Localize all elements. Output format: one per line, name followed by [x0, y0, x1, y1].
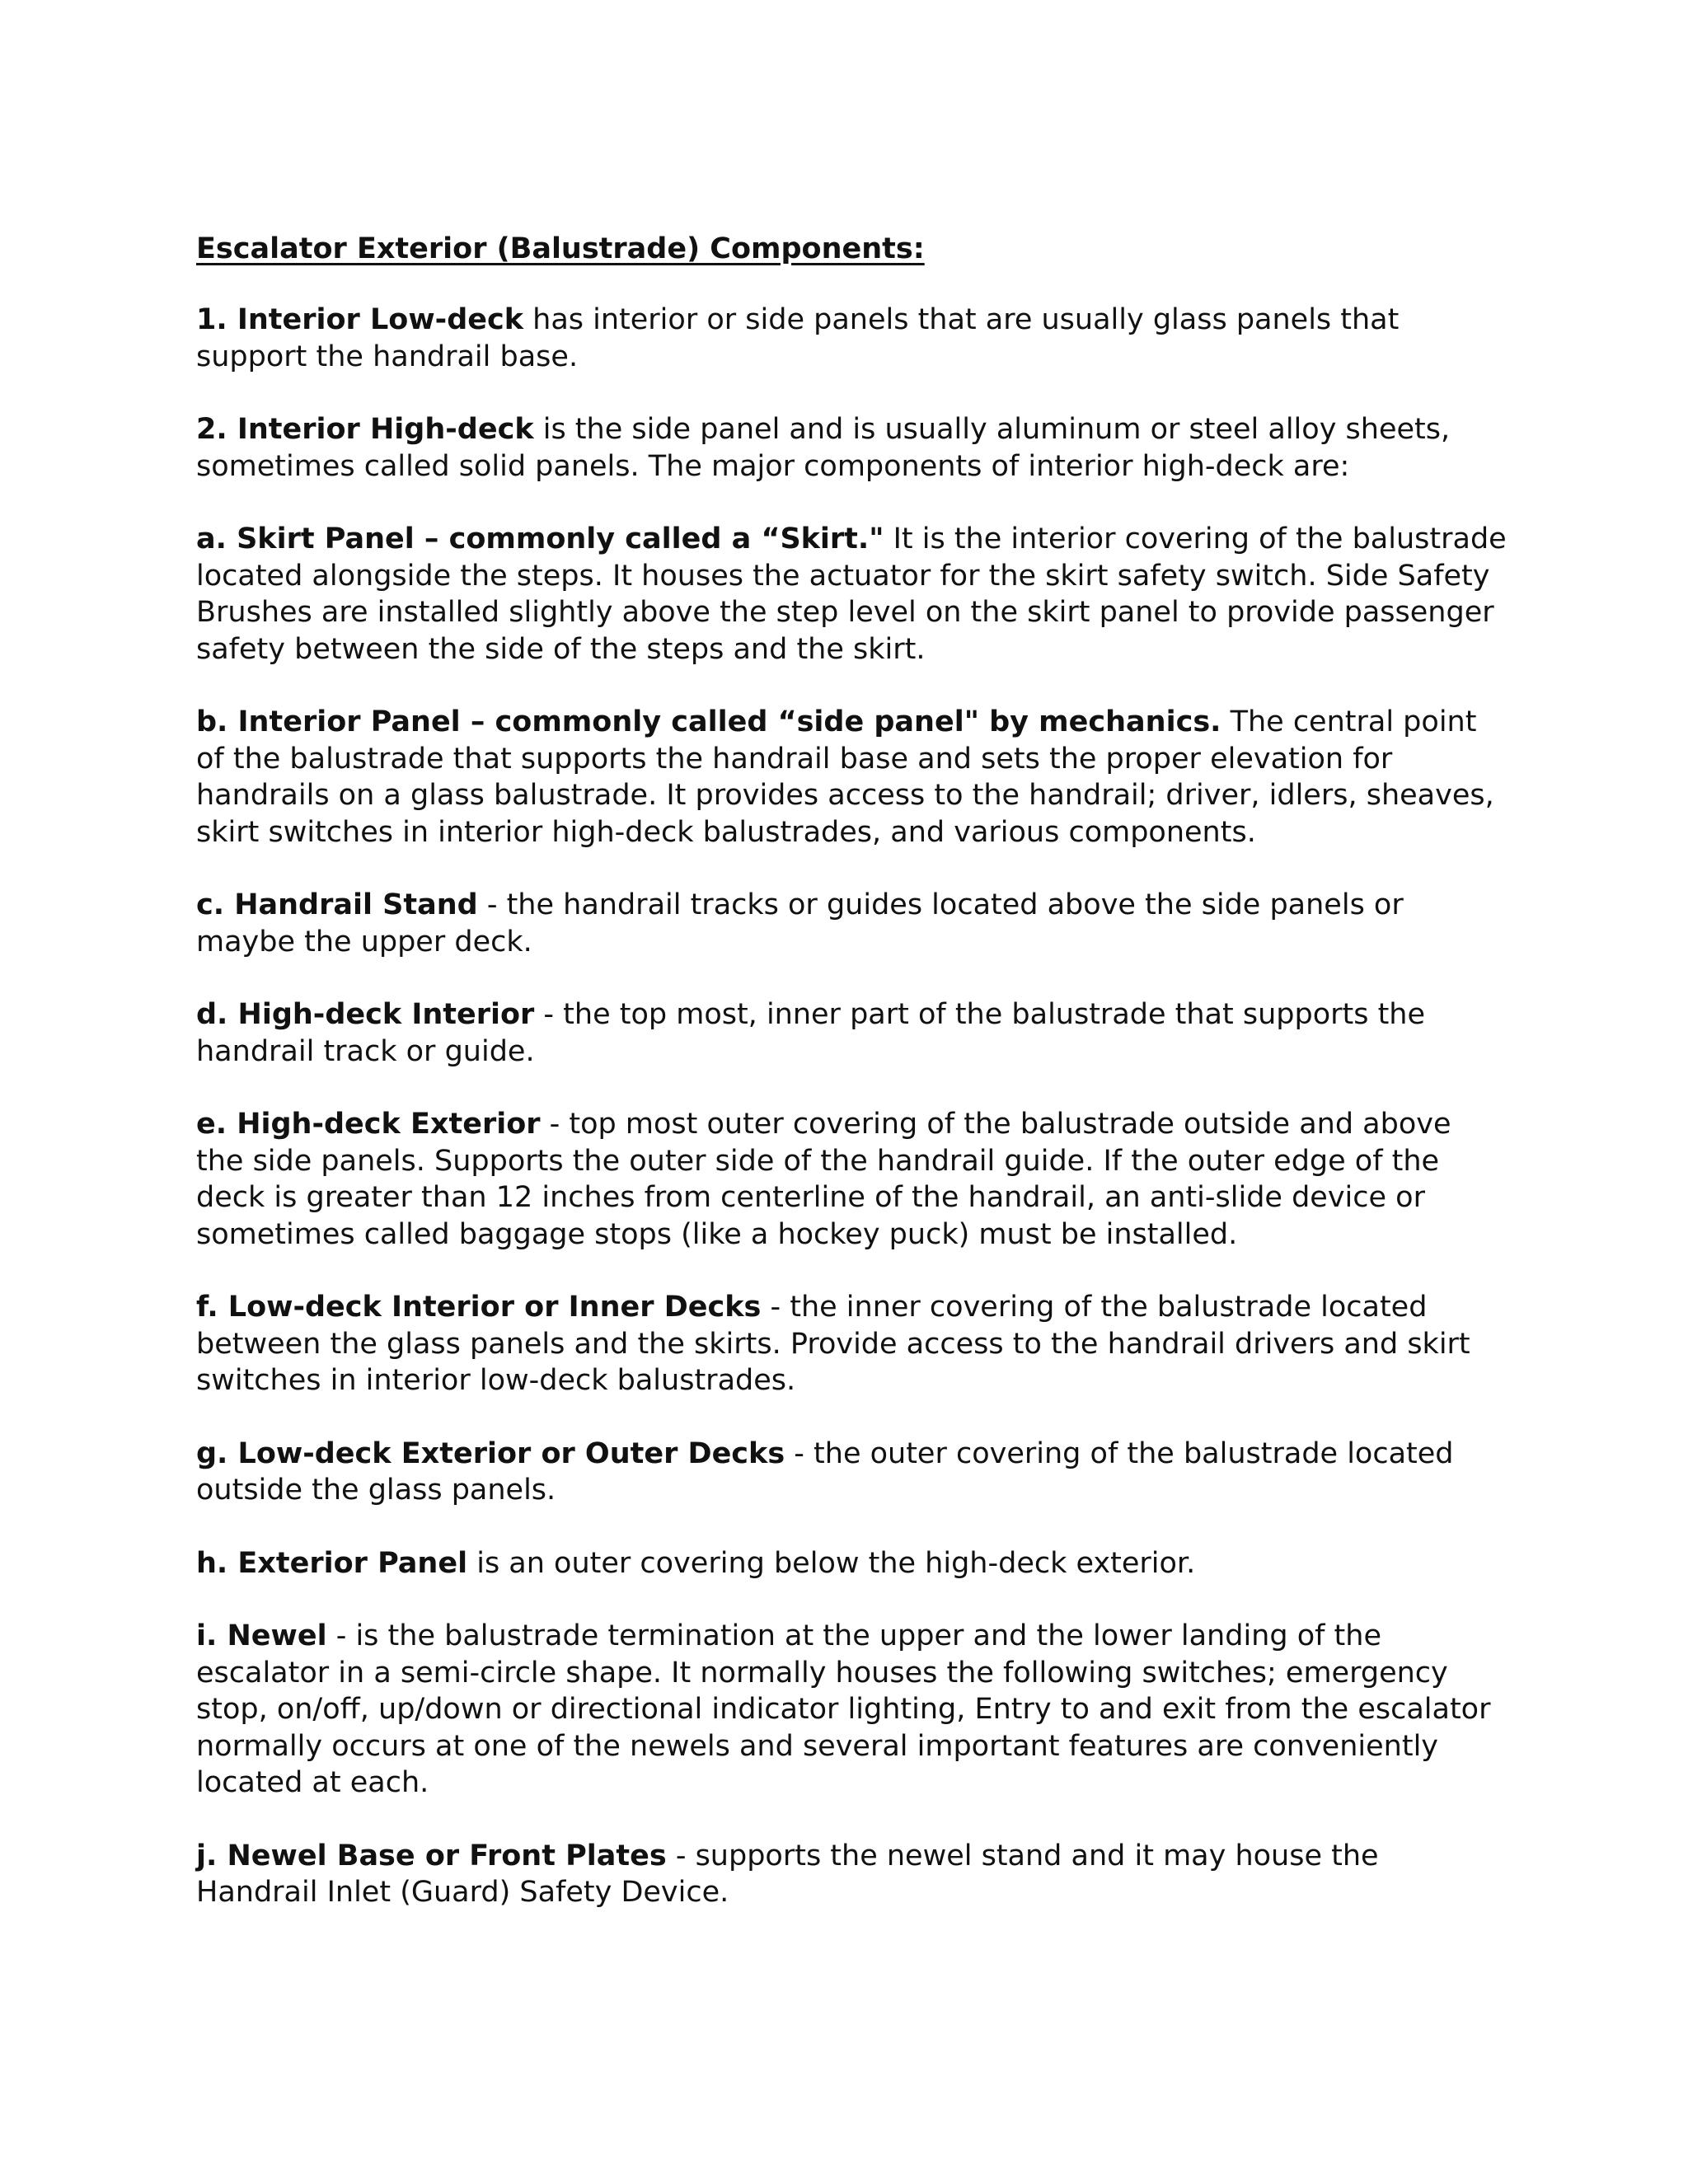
item-high-deck-exterior	[196, 1106, 1507, 1253]
item-description: is the side panel and is usually aluminum or steel alloy sheets, sometimes called solid panels. The major components of interior high-deck are:	[196, 413, 1451, 483]
item-term: i. Newel	[196, 1619, 327, 1652]
item-description: is an outer covering below the high-deck exterior.	[467, 1546, 1196, 1580]
item-description: The central point of the balustrade that supports the handrail base and sets the proper elevation for handrails on a glass balustrade. It provides access to the handrail; driver, idlers, sheaves, skirt switches in interior high-deck balustrades, and various components.	[196, 705, 1494, 849]
item-handrail-stand	[196, 887, 1507, 960]
item-term: j. Newel Base or Front Plates	[196, 1839, 667, 1872]
item-term: d. High-deck Interior	[196, 998, 535, 1031]
item-description: - top most outer covering of the balustrade outside and above the side panels. Supports the outer side of the handrail guide. If the outer edge of the deck is greater than 12 inches from centerline of the handrail, an anti-slide device or sometimes called baggage stops (like a hockey puck) must be installed.	[196, 1108, 1451, 1251]
item-term: f. Low-deck Interior or Inner Decks	[196, 1291, 762, 1324]
item-term: h. Exterior Panel	[196, 1546, 468, 1580]
item-description: - is the balustrade termination at the upper and the lower landing of the escalator in a semi-circle shape. It normally houses the following switches; emergency stop, on/off, up/down or directional indicator lighting, Entry to and exit from the escalator normally occurs at one of the newels and several important features are conveniently located at each.	[196, 1619, 1491, 1799]
item-skirt-panel	[196, 521, 1507, 668]
item-low-deck-exterior	[196, 1436, 1507, 1509]
item-interior-high-deck	[196, 411, 1507, 485]
page-title: Escalator Exterior (Balustrade) Components:	[196, 232, 925, 265]
item-description: has interior or side panels that are usually glass panels that support the handrail base.	[196, 303, 1400, 373]
item-description: - the outer covering of the balustrade located outside the glass panels.	[196, 1436, 1454, 1507]
item-term: g. Low-deck Exterior or Outer Decks	[196, 1436, 785, 1470]
item-interior-low-deck	[196, 302, 1507, 375]
item-description: - the handrail tracks or guides located above the side panels or maybe the upper deck.	[196, 888, 1404, 958]
item-description: - the top most, inner part of the balustrade that supports the handrail track or guide.	[196, 998, 1426, 1068]
item-term: c. Handrail Stand	[196, 888, 478, 921]
item-interior-panel	[196, 704, 1507, 851]
item-description: - the inner covering of the balustrade located between the glass panels and the skirts. Provide access to the handrail drivers and skirt switches in interior low-deck balustrades.	[196, 1291, 1470, 1397]
item-description: - supports the newel stand and it may house the Handrail Inlet (Guard) Safety Device.	[196, 1839, 1379, 1909]
item-newel-base	[196, 1838, 1507, 1911]
item-exterior-panel	[196, 1545, 1507, 1582]
item-term: 1. Interior Low-deck	[196, 303, 524, 336]
item-description: It is the interior covering of the balustrade located alongside the steps. It houses the actuator for the skirt safety switch. Side Safety Brushes are installed slightly above the step level on the skirt panel to provide passenger safety between the side of the steps and the skirt.	[196, 523, 1507, 666]
item-newel	[196, 1618, 1507, 1802]
item-term: b. Interior Panel – commonly called “side panel" by mechanics.	[196, 705, 1221, 738]
item-term: a. Skirt Panel – commonly called a “Skirt."	[196, 523, 884, 555]
document-page	[196, 231, 1507, 1947]
item-low-deck-interior	[196, 1289, 1507, 1399]
item-high-deck-interior	[196, 996, 1507, 1070]
item-term: 2. Interior High-deck	[196, 413, 534, 446]
item-term: e. High-deck Exterior	[196, 1108, 541, 1141]
